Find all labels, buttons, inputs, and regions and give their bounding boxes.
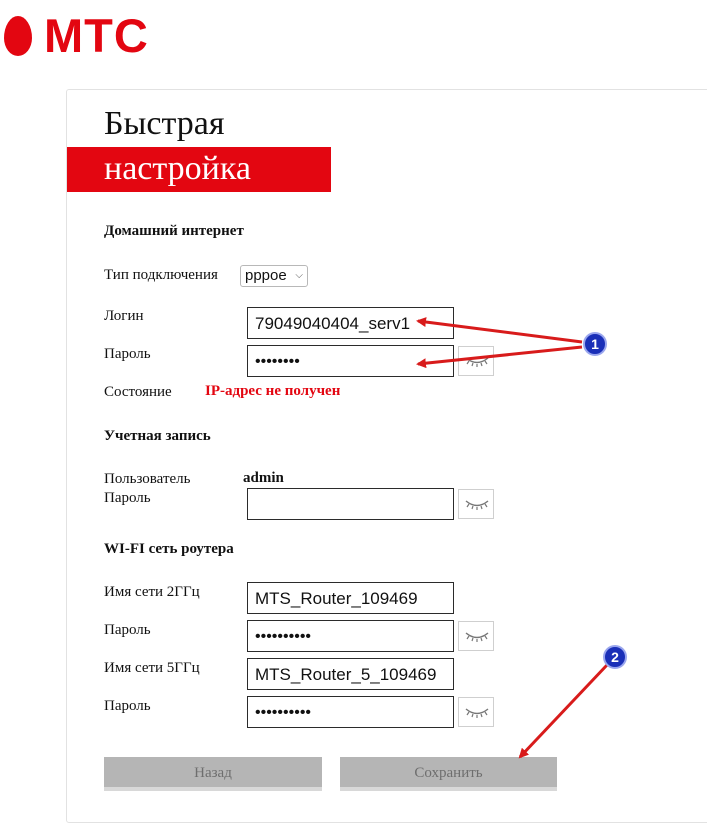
wifi-2g-password-label: Пароль [104, 622, 151, 638]
internet-password-label: Пароль [104, 346, 151, 362]
section-wifi: WI-FI сеть роутера [104, 541, 234, 557]
wifi-2g-password-input[interactable]: •••••••••• [247, 620, 454, 652]
account-password-label: Пароль [104, 490, 151, 506]
user-label: Пользователь [104, 471, 191, 487]
status-label: Состояние [104, 384, 172, 400]
annotation-badge-1 [584, 333, 606, 355]
connection-type-value: pppoe [245, 267, 287, 284]
arrow-to-password [418, 347, 582, 364]
internet-password-input[interactable]: •••••••• [247, 345, 454, 377]
ssid-5g-label: Имя сети 5ГГц [104, 660, 200, 676]
ssid-2g-label: Имя сети 2ГГц [104, 584, 200, 600]
save-button[interactable]: Сохранить [340, 757, 557, 791]
status-value: IP-адрес не получен [205, 383, 341, 399]
arrow-to-login [418, 321, 582, 342]
login-label: Логин [104, 308, 144, 324]
page-title-line1: Быстрая [104, 105, 225, 142]
annotation-badge-2 [604, 646, 626, 668]
back-button[interactable]: Назад [104, 757, 322, 791]
user-value: admin [243, 470, 284, 486]
login-input[interactable]: 79049040404_serv1 [247, 307, 454, 339]
section-home-internet: Домашний интернет [104, 223, 244, 239]
connection-type-label: Тип подключения [104, 267, 218, 283]
mts-logo-text: МТС [44, 9, 149, 62]
chevron-down-icon: ⌵ [295, 270, 303, 281]
ssid-2g-input[interactable]: MTS_Router_109469 [247, 582, 454, 614]
arrow-to-save [520, 665, 607, 757]
svg-text:2: 2 [611, 649, 619, 665]
svg-text:1: 1 [591, 336, 599, 352]
section-account: Учетная запись [104, 428, 211, 444]
wifi-5g-password-input[interactable]: •••••••••• [247, 696, 454, 728]
page-title-line2: настройка [104, 150, 251, 187]
wifi-5g-password-label: Пароль [104, 698, 151, 714]
ssid-5g-input[interactable]: MTS_Router_5_109469 [247, 658, 454, 690]
